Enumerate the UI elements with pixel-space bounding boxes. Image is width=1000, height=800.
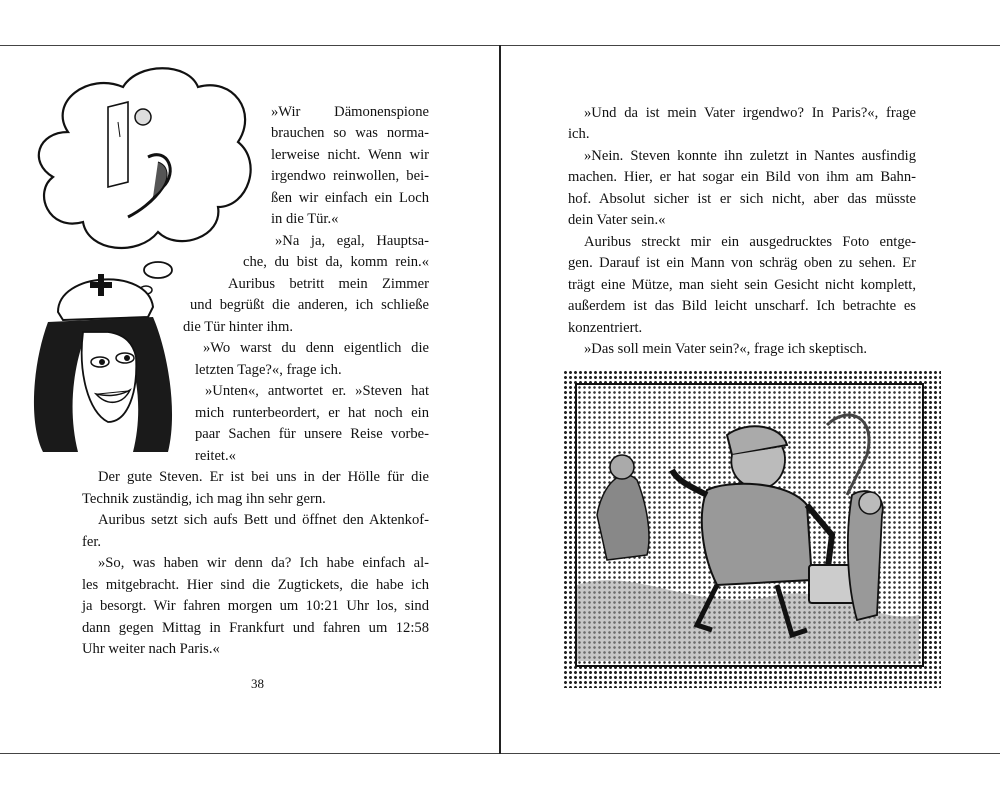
left-text-line: »Wir Dämonenspione [271,104,429,120]
nurse-character-illustration [28,262,178,454]
left-text-line: »Na ja, egal, Hauptsa- [275,233,429,249]
right-text-line: »Nein. Steven konnte ihn zuletzt in Nantes ausfindig [584,148,916,164]
right-text-line: trägt eine Mütze, man sieht sein Gesicht nicht komplett, [568,277,916,293]
right-text-line: gen. Darauf ist ein Mann von schräg oben zu sehen. Er [568,255,916,271]
right-text-line: Auribus streckt mir ein ausgedrucktes Foto entge- [584,234,916,250]
left-text-line: »Unten«, antwortet er. »Steven hat [205,383,429,399]
left-text-line: che, du bist da, komm rein.« [243,254,429,270]
right-text-line: »Das soll mein Vater sein?«, frage ich skeptisch. [584,341,868,357]
right-text-line: hof. Absolut sicher ist er sich nicht, aber das müsste [568,191,916,207]
left-text-line: lerweise nicht. Wenn wir [271,147,429,163]
man-with-cap-illustration [577,385,919,661]
left-text-line: mich runterbeordert, er hat noch ein [195,405,429,421]
right-text-line: außerdem ist das Bild leicht unscharf. Ich betrachte es [568,298,916,314]
left-text-line: letzten Tage?«, frage ich. [195,362,342,378]
left-text-line: »So, was haben wir denn da? Ich habe einfach al- [98,555,429,571]
left-text-line: fer. [82,534,102,550]
right-text-line: dein Vater sein.« [568,212,666,228]
left-text-line: reitet.« [195,448,236,464]
left-text-line: Auribus setzt sich aufs Bett und öffnet den Aktenkof- [98,512,429,528]
left-text-line: und begrüßt die anderen, ich schließe [190,297,429,313]
left-text-line: Technik zuständig, ich mag ihn sehr gern. [82,491,326,507]
left-text-line: in die Tür.« [271,211,339,227]
left-text-line: brauchen so was norma- [271,125,429,141]
left-text-line: ßen wir einfach ein Loch [271,190,429,206]
right-text-line: konzentriert. [568,320,643,336]
right-text-line: machen. Hier, er hat sogar ein Bild von ihm am Bahn- [568,169,916,185]
book-gutter [499,45,501,754]
right-text-line: ich. [568,126,590,142]
left-text-line: Uhr weiter nach Paris.« [82,641,220,657]
left-text-line: »Wo warst du denn eigentlich die [203,340,429,356]
left-text-line: irgendwo reinwollen, bei- [271,168,429,184]
page-number: 38 [251,676,264,691]
left-text-line: les mitgebracht. Hier sind die Zugtickets, die habe ich [82,577,429,593]
right-text-line: »Und da ist mein Vater irgendwo? In Paris?«, frage [584,105,916,121]
left-text-line: Der gute Steven. Er ist bei uns in der Hölle für die [98,469,429,485]
left-text-line: ja besorgt. Wir fahren morgen um 10:21 Uhr los, sind [82,598,429,614]
left-text-line: Auribus betritt mein Zimmer [228,276,429,292]
left-text-line: paar Sachen für unsere Reise vorbe- [195,426,429,442]
left-text-line: dann gegen Mittag in Frankfurt und fahren um 12:58 [82,620,429,636]
left-text-line: die Tür hinter ihm. [183,319,293,335]
